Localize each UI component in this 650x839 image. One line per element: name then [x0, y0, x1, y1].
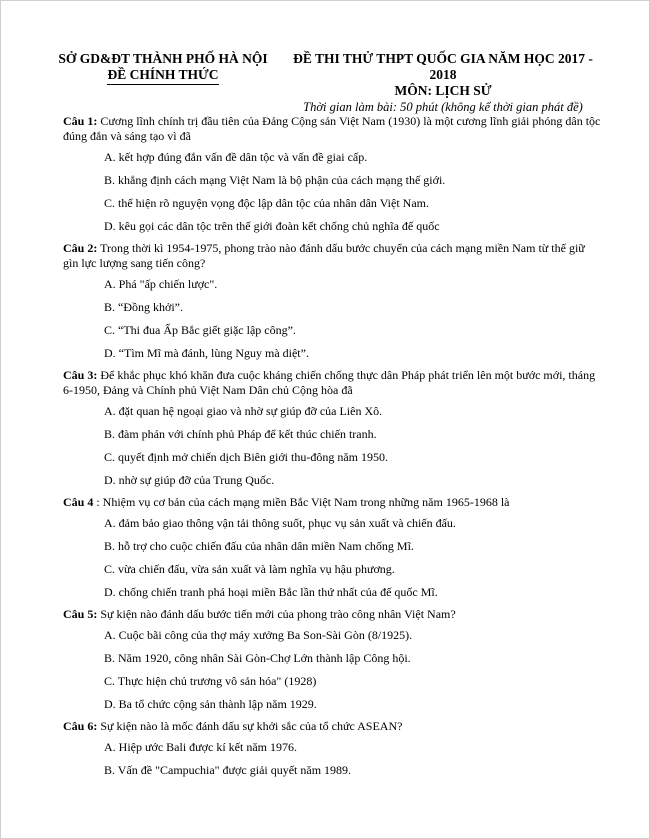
question-number: Câu 6:	[63, 719, 98, 733]
question-number: Câu 2:	[63, 241, 98, 255]
question-stem	[63, 368, 603, 398]
question-number: Câu 4	[63, 495, 94, 509]
answer-option: A. Hiệp ước Bali được kí kết năm 1976.	[104, 740, 297, 754]
official-label: ĐỀ CHÍNH THỨC	[107, 67, 218, 85]
question-stem	[63, 114, 603, 144]
question-stem	[63, 495, 603, 510]
question-text: : Nhiệm vụ cơ bản của cách mạng miền Bắc Việt Nam trong những năm 1965-1968 là	[96, 495, 510, 509]
answer-option: C. quyết định mở chiến dịch Biên giới thu-đông năm 1950.	[104, 450, 388, 464]
answer-option: D. kêu gọi các dân tộc trên thế giới đoàn kết chống chủ nghĩa đế quốc	[104, 219, 440, 233]
answer-option: A. Phá "ấp chiến lược".	[104, 277, 218, 291]
answer-option: B. Năm 1920, công nhân Sài Gòn-Chợ Lớn thành lập Công hội.	[104, 651, 411, 665]
answer-option: D. “Tìm Mĩ mà đánh, lùng Nguy mà diệt”.	[104, 346, 309, 360]
time-limit: Thời gian làm bài: 50 phút (không kể thời gian phát đề)	[303, 100, 583, 114]
question-text: Để khắc phục khó khăn đưa cuộc kháng chiến chống thực dân Pháp phát triển lên một bước mới, tháng 6-1950, Đảng và Chính phủ Việt Nam Dân chủ Cộng hòa đã	[63, 368, 596, 397]
answer-option: A. đặt quan hệ ngoại giao và nhờ sự giúp đỡ của Liên Xô.	[104, 404, 383, 418]
question-stem	[63, 719, 603, 734]
answer-option: B. khẳng định cách mạng Việt Nam là bộ phận của cách mạng thế giới.	[104, 173, 446, 187]
question-text: Trong thời kì 1954-1975, phong trào nào đánh dấu bước chuyển của cách mạng miền Nam từ thế giữ gìn lực lượng sang tiến công?	[63, 241, 585, 270]
answer-option: C. vừa chiến đấu, vừa sản xuất và làm nghĩa vụ hậu phương.	[104, 562, 395, 576]
question-text: Sự kiện nào đánh dấu bước tiến mới của phong trào công nhân Việt Nam?	[100, 607, 456, 621]
answer-option: B. hỗ trợ cho cuộc chiến đấu của nhân dân miền Nam chống Mĩ.	[104, 539, 414, 553]
answer-option: A. kết hợp đúng đắn vấn đề dân tộc và vấn đề giai cấp.	[104, 150, 368, 164]
header-right	[283, 51, 603, 115]
question-text: Sự kiện nào là mốc đánh dấu sự khởi sắc của tổ chức ASEAN?	[100, 719, 403, 733]
exam-title: ĐỀ THI THỬ THPT QUỐC GIA NĂM HỌC 2017 - 2018	[293, 51, 593, 82]
department-name: SỞ GD&ĐT THÀNH PHỐ HÀ NỘI	[58, 51, 268, 66]
question-number: Câu 5:	[63, 607, 98, 621]
answer-option: B. Vấn đề "Campuchia" được giải quyết năm 1989.	[104, 763, 352, 777]
answer-option: D. Ba tổ chức cộng sản thành lập năm 1929.	[104, 697, 317, 711]
answer-option: C. thể hiện rõ nguyện vọng độc lập dân tộc của nhân dân Việt Nam.	[104, 196, 429, 210]
answer-option: C. Thực hiện chủ trương vô sản hóa" (1928)	[104, 674, 317, 688]
question-list	[63, 114, 603, 785]
answer-option: D. chống chiến tranh phá hoại miền Bắc lần thứ nhất của đế quốc Mĩ.	[104, 585, 438, 599]
question-stem	[63, 607, 603, 622]
answer-option: B. đàm phán với chính phủ Pháp để kết thúc chiến tranh.	[104, 427, 377, 441]
question-text: Cương lĩnh chính trị đầu tiên của Đảng Cộng sản Việt Nam (1930) là một cương lĩnh giải phóng dân tộc đúng đắn và sáng tạo vì đã	[63, 114, 601, 143]
answer-option: A. Cuộc bãi công của thợ máy xưởng Ba Son-Sài Gòn (8/1925).	[104, 628, 413, 642]
header-left	[53, 51, 273, 85]
answer-option: D. nhờ sự giúp đỡ của Trung Quốc.	[104, 473, 275, 487]
question-number: Câu 3:	[63, 368, 98, 382]
question-stem	[63, 241, 603, 271]
subject-label: MÔN: LỊCH SỬ	[394, 83, 492, 98]
answer-option: B. “Đồng khởi”.	[104, 300, 184, 314]
answer-option: A. đảm bảo giao thông vận tải thông suốt, phục vụ sản xuất và chiến đấu.	[104, 516, 456, 530]
answer-option: C. “Thi đua Ấp Bắc giết giặc lập công”.	[104, 323, 296, 337]
question-number: Câu 1:	[63, 114, 98, 128]
